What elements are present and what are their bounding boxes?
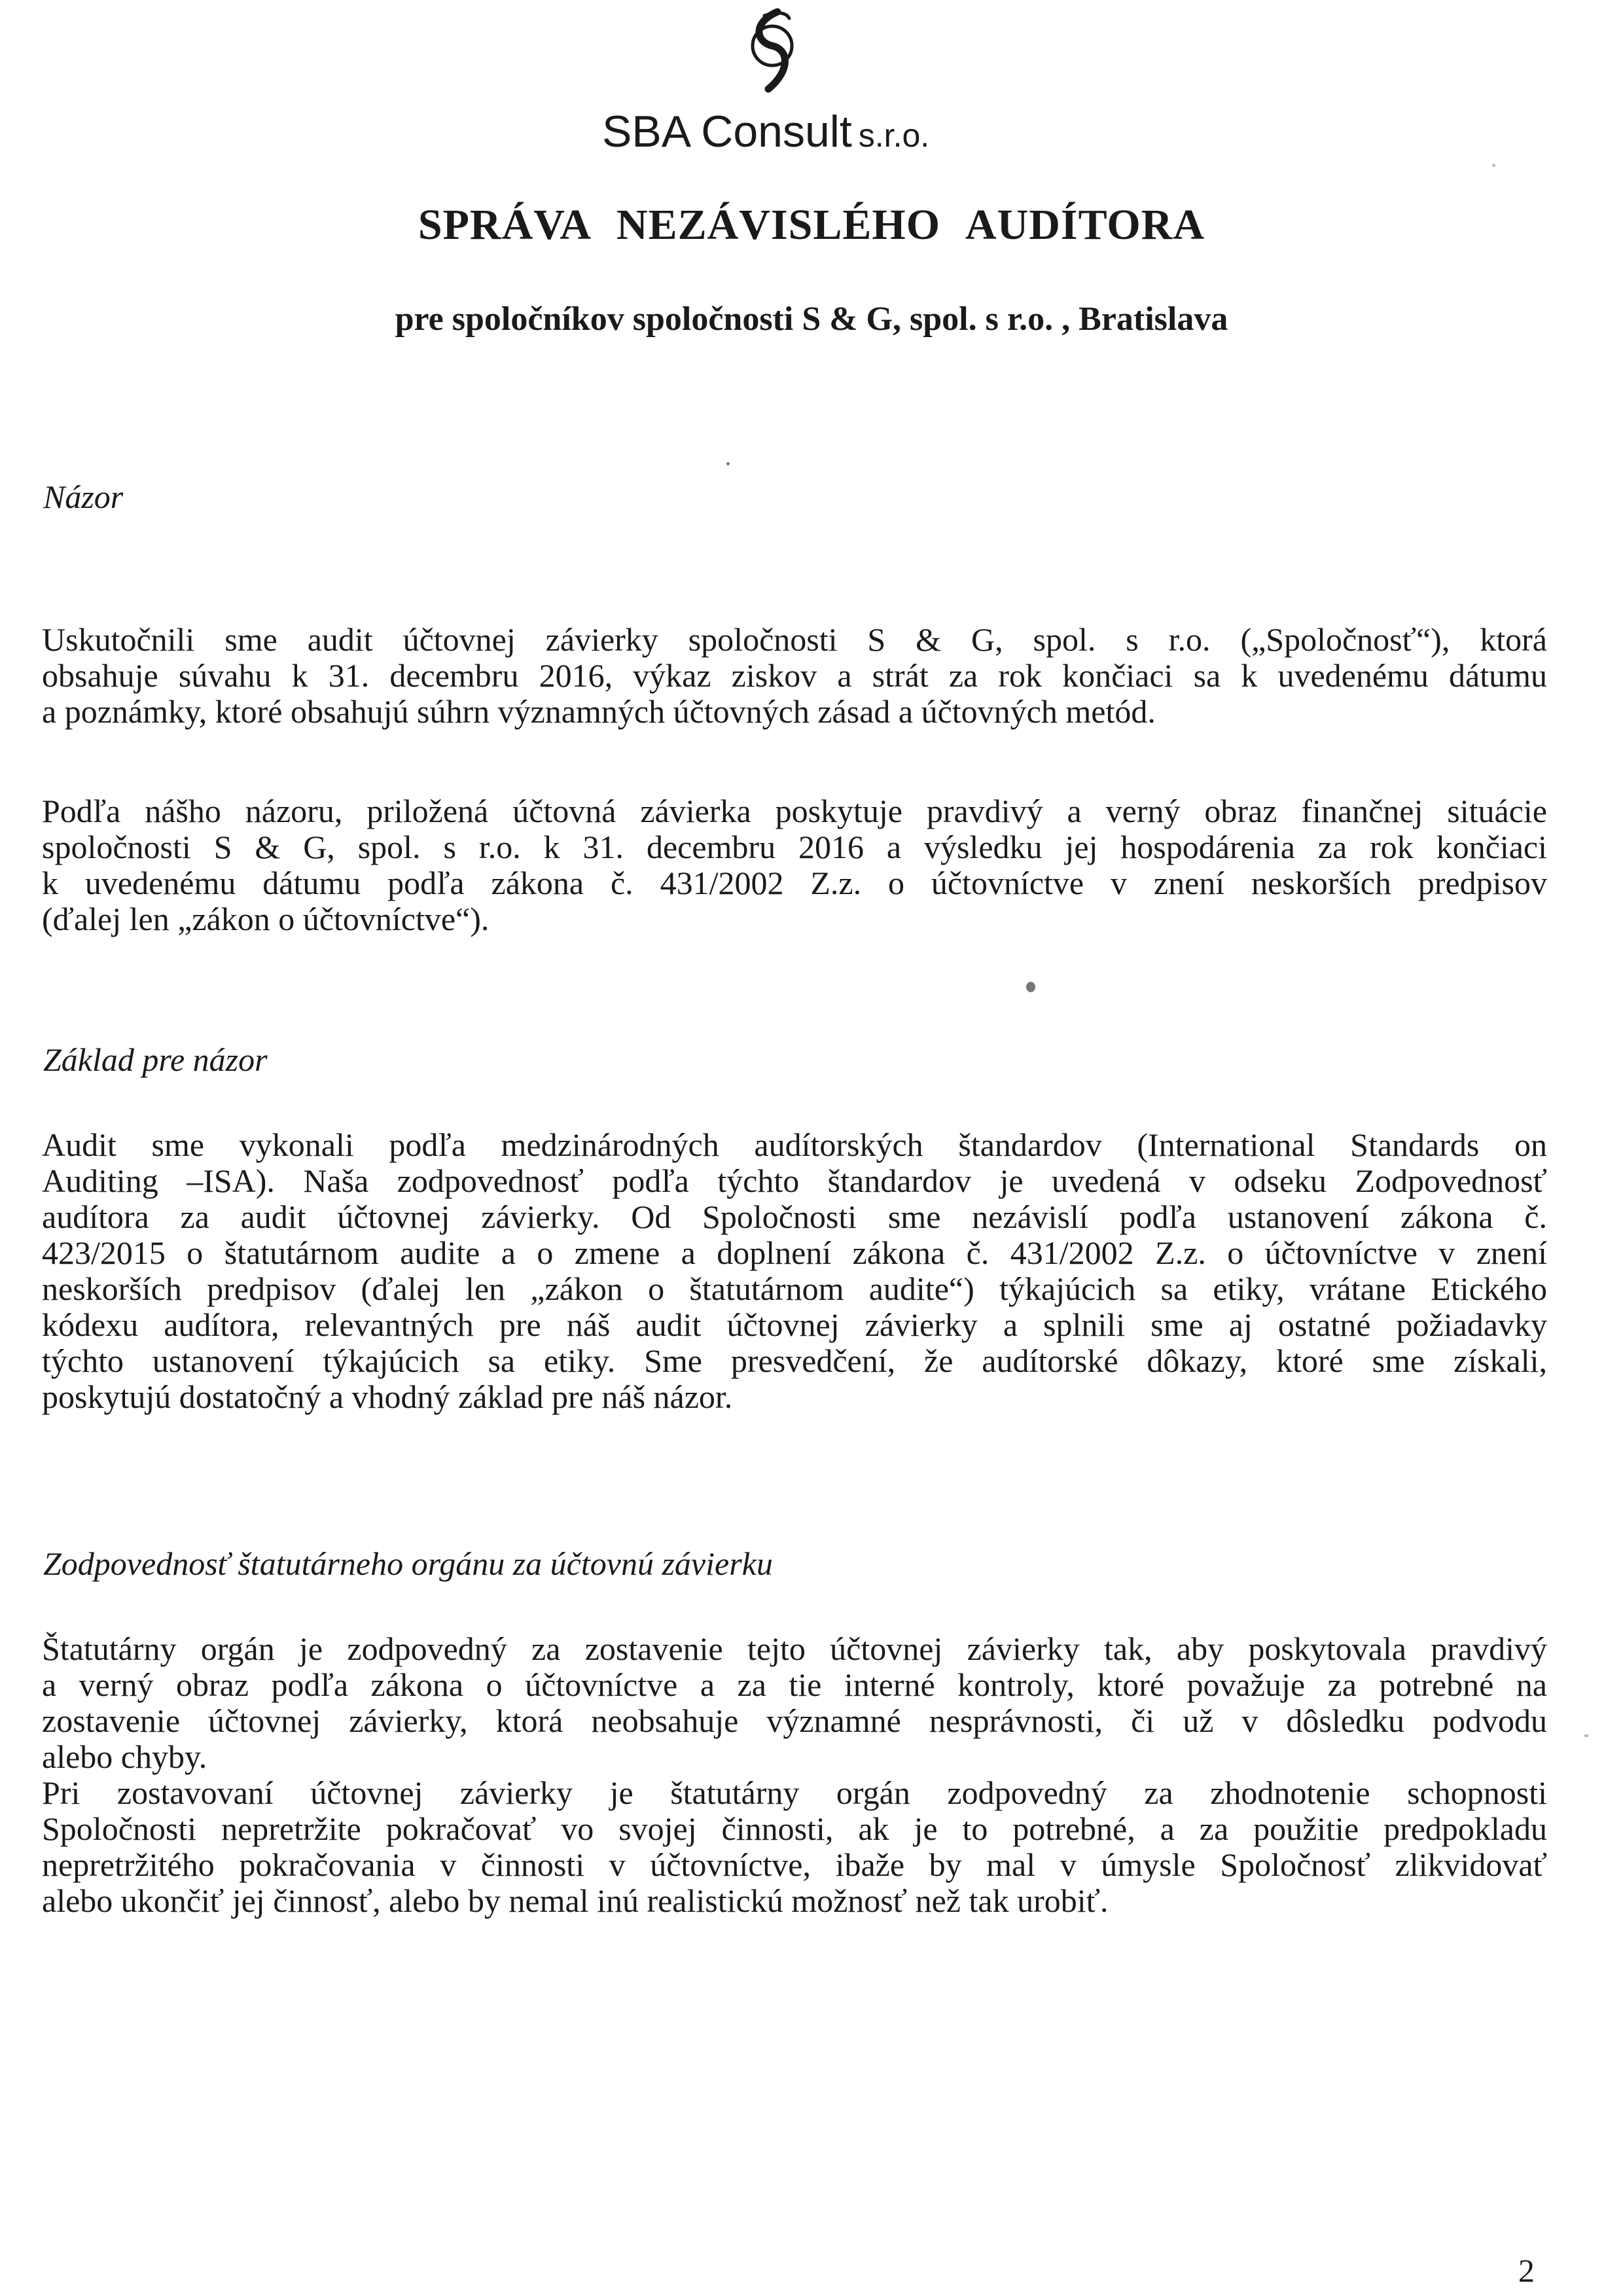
paragraph-line: poskytujú dostatočný a vhodný základ pre náš názor. (42, 1378, 733, 1415)
paragraph-line: a poznámky, ktoré obsahujú súhrn významných účtovných zásad a účtovných metód. (42, 693, 1156, 730)
paragraph-line: Štatutárny orgán je zodpovedný za zostavenie tejto účtovnej závierky tak, aby poskytovala pravdivý (42, 1630, 1547, 1667)
paragraph-line: audítora za audit účtovnej závierky. Od Spoločnosti sme nezávislí podľa ustanovení zákona č. (42, 1198, 1547, 1235)
paragraph-line: obsahuje súvahu k 31. decembru 2016, výkaz ziskov a strát za rok končiaci sa k uvedenému dátumu (42, 657, 1547, 694)
paragraph-line: zostavenie účtovnej závierky, ktorá neobsahuje významné nesprávnosti, či už v dôsledku podvodu (42, 1702, 1547, 1739)
paragraph-line: alebo chyby. (42, 1738, 207, 1775)
sba-logo-icon (738, 8, 810, 106)
paragraph-line: 423/2015 o štatutárnom audite a o zmene a doplnení zákona č. 431/2002 Z.z. o účtovníctve v znení (42, 1234, 1547, 1271)
paragraph-line: Pri zostavovaní účtovnej závierky je štatutárny orgán zodpovedný za zhodnotenie schopnosti (42, 1774, 1547, 1811)
paragraph-line: Uskutočnili sme audit účtovnej závierky spoločnosti S & G, spol. s r.o. („Spoločnosť“), ktorá (42, 621, 1547, 658)
paragraph-line: alebo ukončiť jej činnosť, alebo by nemal inú realistickú možnosť než tak urobiť. (42, 1882, 1109, 1919)
paragraph-line: k uvedenému dátumu podľa zákona č. 431/2002 Z.z. o účtovníctve v znení neskorších predpisov (42, 865, 1547, 901)
paragraph-line: (ďalej len „zákon o účtovníctve“). (42, 901, 490, 937)
paragraph-line: Auditing –ISA). Naša zodpovednosť podľa týchto štandardov je uvedená v odseku Zodpovednosť (42, 1162, 1547, 1199)
paragraph-line: Audit sme vykonali podľa medzinárodných audítorských štandardov (International Standards on (42, 1126, 1547, 1163)
scan-speck (726, 462, 730, 465)
paragraph-opinion (42, 793, 1547, 937)
paragraph-line: nepretržitého pokračovania v činnosti v účtovníctve, ibaže by mal v úmysle Spoločnosť zlikvidovať (42, 1846, 1547, 1883)
scan-speck (1584, 1734, 1589, 1737)
section-heading-nazor: Názor (43, 478, 124, 515)
section-heading-zodpovednost: Zodpovednosť štatutárneho orgánu za účtovnú závierku (43, 1545, 773, 1582)
section-heading-zaklad: Základ pre názor (43, 1041, 268, 1078)
paragraph-line: týchto ustanovení týkajúcich sa etiky. Sme presvedčení, že audítorské dôkazy, ktoré sme získali, (42, 1342, 1547, 1379)
company-suffix: s.r.o. (858, 117, 930, 154)
paragraph-line: neskorších predpisov (ďalej len „zákon o štatutárnom audite“) týkajúcich sa etiky, vrátane Etického (42, 1270, 1547, 1307)
page-number: 2 (1518, 2252, 1535, 2289)
report-subtitle: pre spoločníkov spoločnosti S & G, spol. s r.o. , Bratislava (395, 300, 1228, 338)
company-name (602, 106, 929, 157)
paragraph-line: a verný obraz podľa zákona o účtovníctve a za tie interné kontroly, ktoré považuje za potrebné na (42, 1666, 1547, 1703)
paragraph-audit-scope (42, 622, 1547, 730)
company-name-text: SBA Consult (602, 107, 852, 156)
scan-speck (1492, 164, 1495, 167)
paragraph-line: Podľa nášho názoru, priložená účtovná závierka poskytuje pravdivý a verný obraz finančnej situácie (42, 793, 1547, 829)
paragraph-basis (42, 1127, 1547, 1415)
paragraph-line: Spoločnosti nepretržite pokračovať vo svojej činnosti, ak je to potrebné, a za použitie predpokladu (42, 1810, 1547, 1847)
report-title: SPRÁVA NEZÁVISLÉHO AUDÍTORA (418, 201, 1205, 249)
scan-speck (1026, 982, 1035, 992)
paragraph-line: spoločnosti S & G, spol. s r.o. k 31. decembru 2016 a výsledku jej hospodárenia za rok končiaci (42, 829, 1547, 865)
paragraph-responsibility (42, 1631, 1547, 1919)
paragraph-line: kódexu audítora, relevantných pre náš audit účtovnej závierky a splnili sme aj ostatné požiadavky (42, 1306, 1547, 1343)
